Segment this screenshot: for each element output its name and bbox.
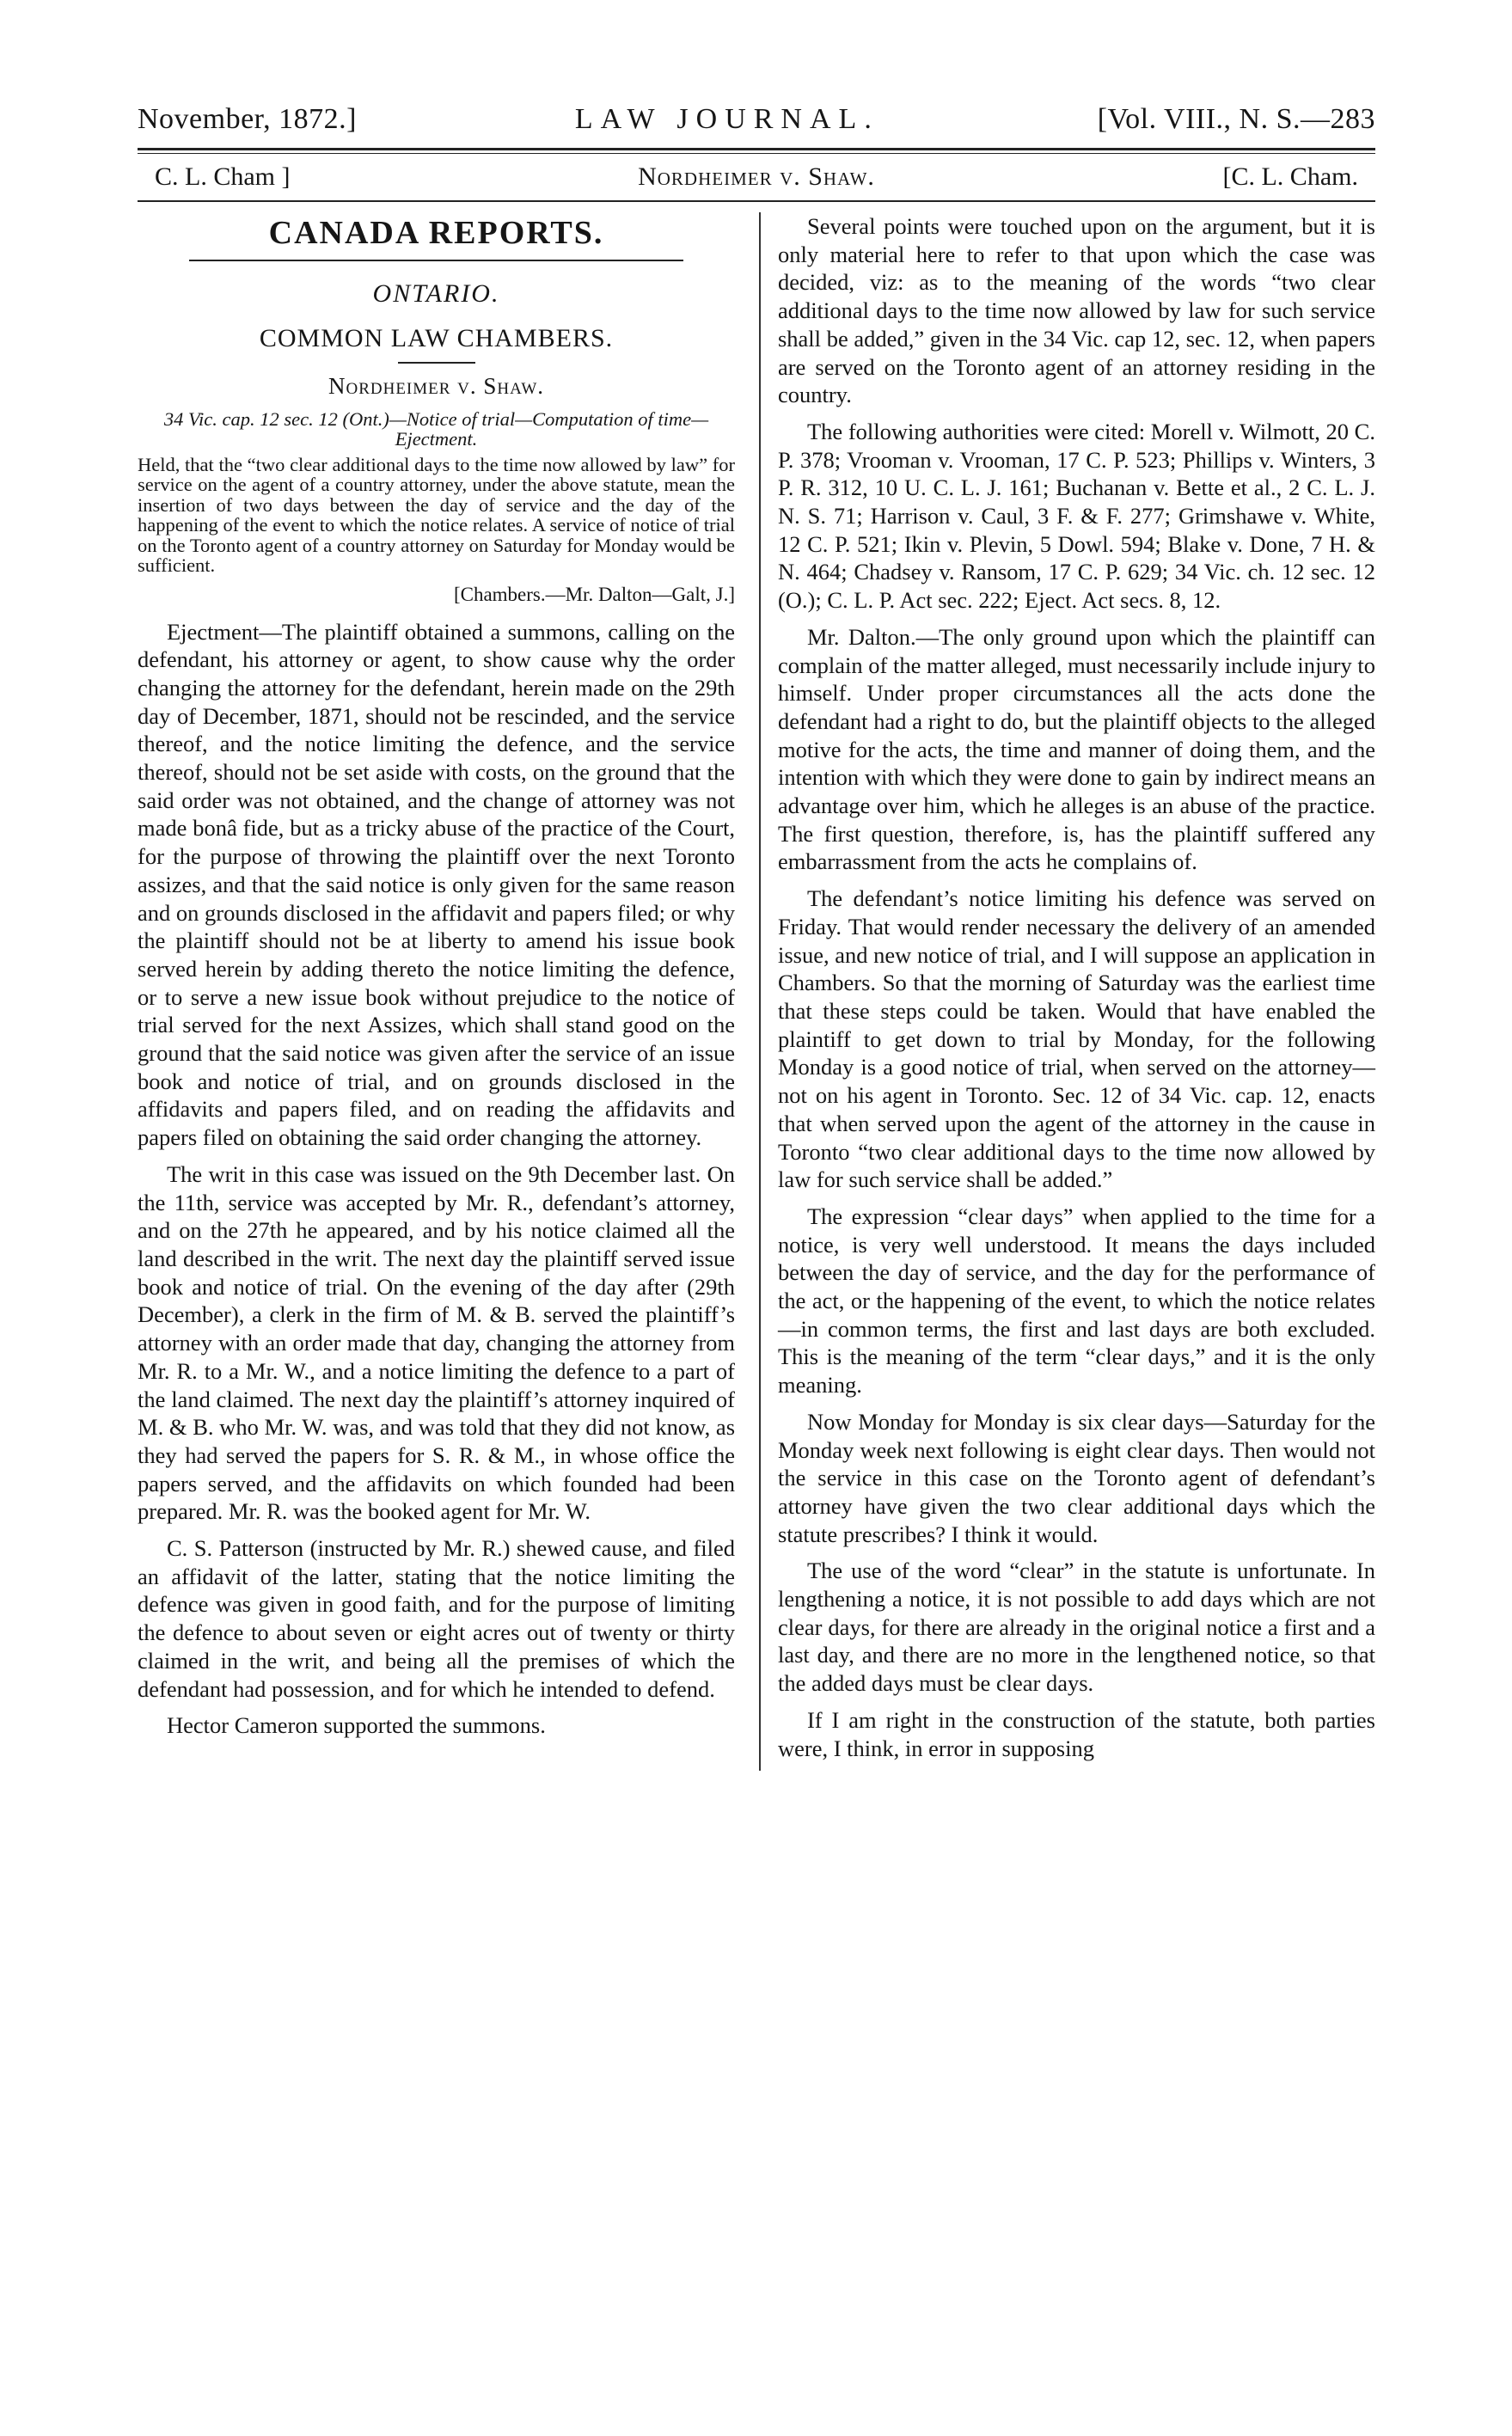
held-headnote: Held, that the “two clear additional days to the time now allowed by law” for service on the agent of a country attorney, under the above statute, mean the insertion of two days between the day of service and the day of the happening of the event to which the notice relates. A service of notice of trial on the Toronto agent of a country attorney on Saturday for Monday would be sufficient. xyxy=(138,453,736,577)
paragraph: The following authorities were cited: Morell v. Wilmott, 20 C. P. 378; Vrooman v. Vrooman, 17 C. P. 523; Phillips v. Winters, 3 P. R. 312, 10 U. C. L. J. 161; Buchanan v. Bette et al., 2 C. L. J. N. S. 71; Harrison v. Caul, 3 F. & F. 277; Grimshawe v. White, 12 C. P. 521; Ikin v. Plevin, 5 Dowl. 594; Blake v. Done, 7 H. & N. 464; Chadsey v. Ransom, 17 C. P. 629; 34 Vic. ch. 12 sec. 12 (O.); C. L. P. Act sec. 222; Eject. Act secs. 8, 12. xyxy=(777,418,1375,614)
paragraph: Several points were touched upon on the argument, but it is only material here to refer to that upon which the case was decided, viz: as to the meaning of the words “two clear additional days to the time now allowed by law for such service shall be added,” given in the 34 Vic. cap 12, sec. 12, when papers are served on the Toronto agent of an attorney residing in the country. xyxy=(777,213,1375,408)
chambers-citation: [Chambers.—Mr. Dalton—Galt, J.] xyxy=(453,583,736,605)
left-column xyxy=(138,212,747,1771)
paragraph: Mr. Dalton.—The only ground upon which the plaintiff can complain of the matter alleged, must necessarily include injury to himself. Under proper circumstances all the acts done the defendant had a right to do, but the plaintiff objects to the alleged motive for the acts, the time and manner of doing them, and the intention with which they were done to gain by indirect means an advantage over him, which he alleges is an abuse of the practice. The first question, therefore, is, has the plaintiff suffered any embarrassment from the acts he complains of. xyxy=(777,623,1375,875)
section-title: CANADA REPORTS. xyxy=(268,215,604,251)
running-head-volume-page: [Vol. VIII., N. S.—283 xyxy=(1097,103,1375,135)
statute-note: 34 Vic. cap. 12 sec. 12 (Ont.)—Notice of trial—Computation of time—Ejectment. xyxy=(163,407,709,450)
case-name: Nordheimer v. Shaw. xyxy=(327,373,545,400)
paragraph: The expression “clear days” when applied to the time for a notice, is very well understood. It means the days included between the day of service, and the day for the performance of the act, or the happening of the event, to which the notice relates—in common terms, the first and last days are both excluded. This is the meaning of the term “clear days,” and it is the only meaning. xyxy=(777,1203,1375,1399)
running-head-rule xyxy=(138,148,1375,154)
paragraph: The use of the word “clear” in the statute is unfortunate. In lengthening a notice, it is not possible to add days which are not clear days, for there are already in the original notice a first and a last day, and there are no more in the lengthened notice, so that the added days must be clear days. xyxy=(777,1558,1375,1697)
case-header-court-right: [C. L. Cham. xyxy=(1222,162,1358,191)
short-rule xyxy=(398,362,475,364)
province-heading: ONTARIO. xyxy=(372,278,500,308)
court-heading: COMMON LAW CHAMBERS. xyxy=(259,324,614,353)
right-column xyxy=(773,212,1375,1771)
case-header-court-left: C. L. Cham ] xyxy=(155,162,291,191)
running-head xyxy=(138,103,1375,136)
paragraph: Hector Cameron supported the summons. xyxy=(167,1712,546,1739)
case-header-title: Nordheimer v. Shaw. xyxy=(638,162,875,191)
section-rule xyxy=(189,260,683,261)
journal-page xyxy=(138,103,1375,1771)
case-header xyxy=(138,162,1375,202)
two-column-body xyxy=(138,212,1375,1771)
running-head-date: November, 1872.] xyxy=(138,103,357,135)
paragraph: The defendant’s notice limiting his defence was served on Friday. That would render necessary the delivery of an amended issue, and new notice of trial, and I will suppose an application in Chambers. So that the morning of Saturday was the earliest time that these steps could be taken. Would that have enabled the plaintiff to get down to trial by Monday, for the following Monday is a good notice of trial, when served on the attorney—not on his agent in Toronto. Sec. 12 of 34 Vic. cap. 12, enacts that when served upon the agent of the attorney in the cause in Toronto “two clear additional days to the time now allowed by law for such service shall be added.” xyxy=(777,885,1375,1193)
column-divider xyxy=(759,212,761,1771)
paragraph: C. S. Patterson (instructed by Mr. R.) shewed cause, and filed an affidavit of the latter, stating that the notice limiting the defence was given in good faith, and for the purpose of limiting the defence to about seven or eight acres out of twenty or thirty claimed in the writ, and being all the premises of which the defendant had possession, and for which he intended to defend. xyxy=(138,1535,736,1702)
paragraph: The writ in this case was issued on the 9th December last. On the 11th, service was accepted by Mr. R., defendant’s attorney, and on the 27th he appeared, and by his notice claimed all the land described in the writ. The next day the plaintiff served issue book and notice of trial. On the evening of the day after (29th December), a clerk in the firm of M. & B. served the plaintiff’s attorney with an order made that day, changing the attorney from Mr. R. to a Mr. W., and a notice limiting the defence to a part of the land claimed. The next day the plaintiff’s attorney inquired of M. & B. who Mr. W. was, and was told that they did not know, as they had served the papers for S. R. & M., in whose office the papers served, and the affidavits on which founded had been prepared. Mr. R. was the booked agent for Mr. W. xyxy=(138,1160,736,1525)
paragraph: Ejectment—The plaintiff obtained a summons, calling on the defendant, his attorney or agent, to show cause why the order changing the attorney for the defendant, herein made on the 29th day of December, 1871, should not be rescinded, and the service thereof, and the notice limiting the defence, and the service thereof, should not be set aside with costs, on the ground that the said order was not obtained, and the change of attorney was not made bonâ fide, but as a tricky abuse of the practice of the Court, for the purpose of throwing the plaintiff over the next Toronto assizes, and that the said notice is only given for the same reason and on grounds disclosed in the affidavit and papers filed; or why the plaintiff should not be at liberty to amend his issue book served herein by adding thereto the notice limiting the defence, or to serve a new issue book without prejudice to the notice of trial served for the next Assizes, which shall stand good on the ground that the said notice was given after the service of an issue book and notice of trial, and on grounds disclosed in the affidavits and papers filed, and on reading the affidavits and papers filed on obtaining the said order changing the attorney. xyxy=(138,618,736,1151)
paragraph: If I am right in the construction of the statute, both parties were, I think, in error in supposing xyxy=(777,1706,1375,1761)
running-head-journal-title: LAW JOURNAL. xyxy=(574,103,879,135)
paragraph: Now Monday for Monday is six clear days—Saturday for the Monday week next following is eight clear days. Then would not the service in this case on the Toronto agent of defendant’s attorney have given the two clear additional days which the statute prescribes? I think it would. xyxy=(777,1408,1375,1547)
